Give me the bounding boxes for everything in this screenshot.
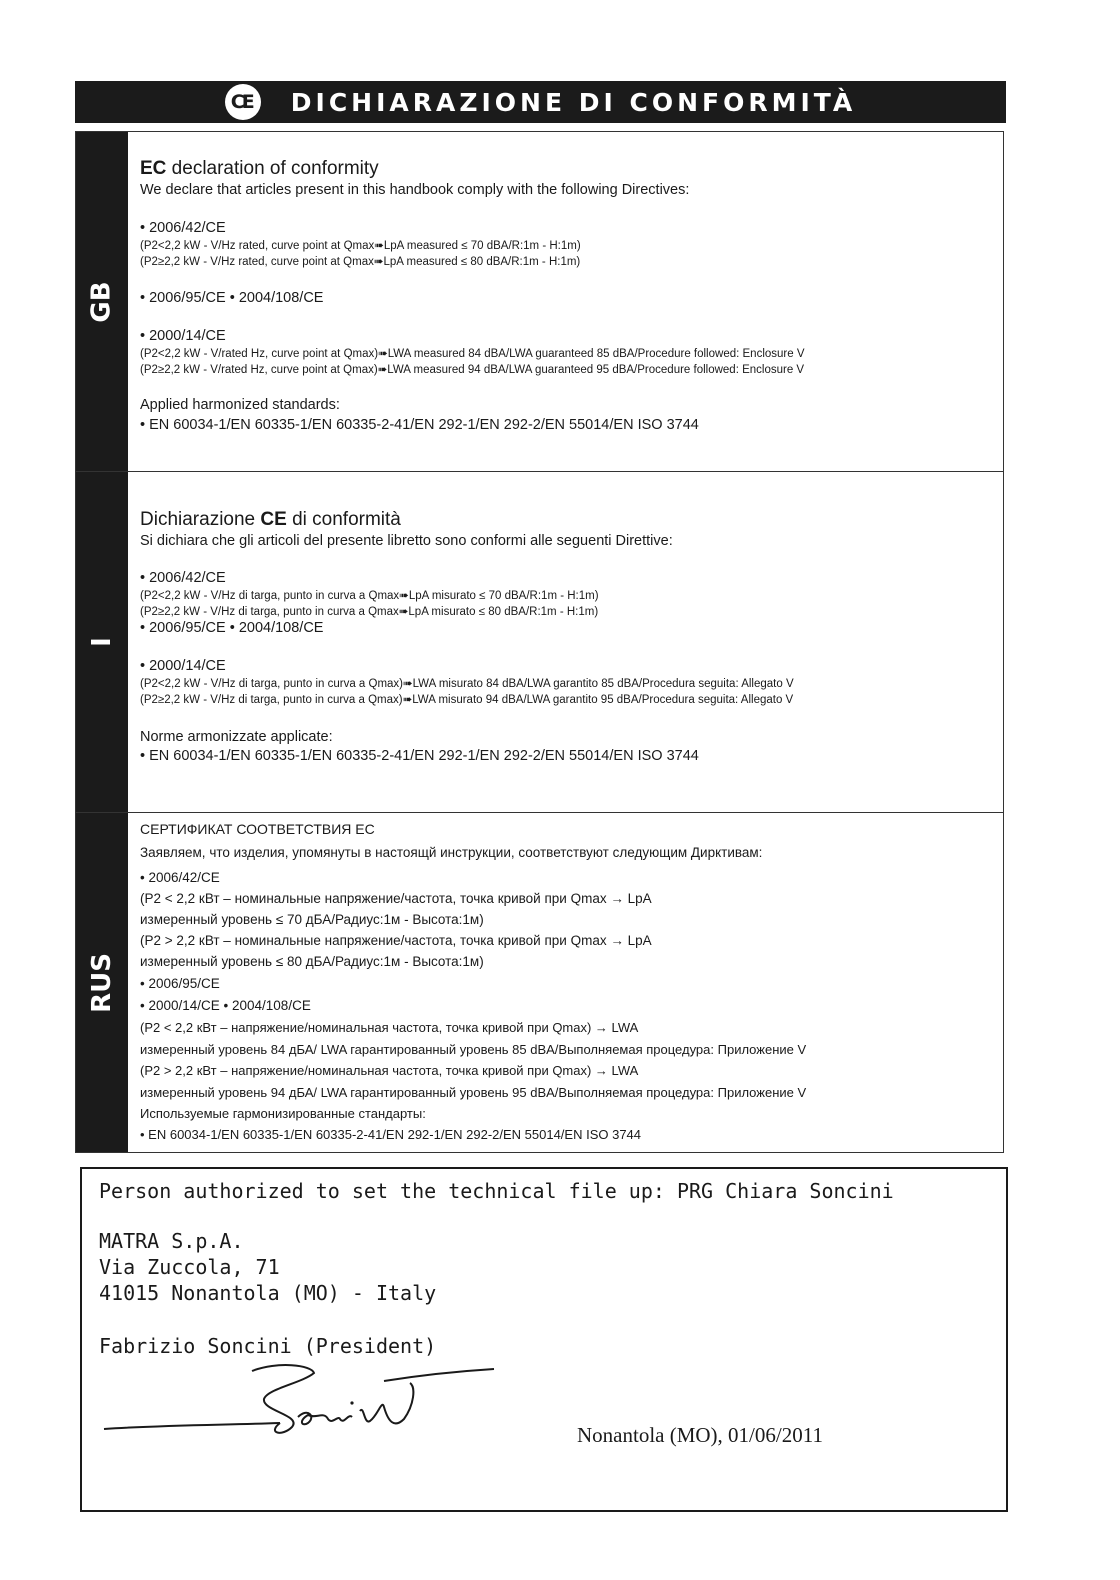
section-content <box>140 132 997 471</box>
directive-detail: (P2 > 2,2 кВт – напряжение/номинальная частота, точка кривой при Qmax) → LWA <box>140 1063 639 1078</box>
directive-detail: (P2<2,2 kW - V/Hz di targa, punto in curva a Qmax➠LpA misurato ≤ 70 dBA/R:1m - H:1m) <box>140 590 599 602</box>
language-tab-label: I <box>87 637 117 647</box>
directive-detail: (P2≥2,2 kW - V/rated Hz, curve point at Qmax)➠LWA measured 94 dBA/LWA guaranteed 95 dBA/Procedure followed: Enclosure V <box>140 364 805 376</box>
directive-item: • 2000/14/CE <box>140 658 226 674</box>
section-intro: We declare that articles present in this handbook comply with the following Directives: <box>140 182 690 198</box>
directive-detail: (P2 < 2,2 кВт – напряжение/номинальная частота, точка кривой при Qmax) → LWA <box>140 1020 639 1035</box>
language-tab-ru <box>76 813 128 1152</box>
section-gb <box>75 131 1004 472</box>
directive-detail: измеренный уровень ≤ 70 дБА/Радиус:1м - Высота:1м) <box>140 912 484 927</box>
section-title: EC declaration of conformity <box>140 158 379 179</box>
directive-detail: измеренный уровень 94 дБА/ LWA гарантированный уровень 95 dBA/Выполняемая процедура: Приложение V <box>140 1085 807 1100</box>
directive-detail: (P2 > 2,2 кВт – номинальные напряжение/частота, точка кривой при Qmax → LpA <box>140 933 652 948</box>
directive-detail: (P2≥2,2 kW - V/Hz di targa, punto in curva a Qmax➠LpA misurato ≤ 80 dBA/R:1m - H:1m) <box>140 606 599 618</box>
directive-item: • 2006/42/CE <box>140 570 226 586</box>
section-ru <box>75 813 1004 1153</box>
directive-detail: (P2<2,2 kW - V/rated Hz, curve point at Qmax)➠LWA measured 84 dBA/LWA guaranteed 85 dBA/Procedure followed: Enclosure V <box>140 348 805 360</box>
directive-detail: измеренный уровень 84 дБА/ LWA гарантированный уровень 85 dBA/Выполняемая процедура: Приложение V <box>140 1042 807 1057</box>
signature-box <box>80 1167 1008 1512</box>
standards-list: • EN 60034-1/EN 60335-1/EN 60335-2-41/EN 292-1/EN 292-2/EN 55014/EN ISO 3744 <box>140 1127 642 1142</box>
section-intro: Si dichiara che gli articoli del presente libretto sono conformi alle seguenti Direttive: <box>140 533 673 549</box>
standards-list: • EN 60034-1/EN 60335-1/EN 60335-2-41/EN 292-1/EN 292-2/EN 55014/EN ISO 3744 <box>140 417 699 433</box>
language-tab-gb <box>76 132 128 471</box>
standards-label: Используемые гармонизированные стандарты: <box>140 1106 426 1121</box>
directive-detail: (P2<2,2 kW - V/Hz di targa, punto in curva a Qmax)➠LWA misurato 84 dBA/LWA garantito 85 dBA/Procedura seguita: Allegato V <box>140 678 794 690</box>
directive-detail: измеренный уровень ≤ 80 дБА/Радиус:1м - Высота:1м) <box>140 954 484 969</box>
language-tab-label: GB <box>86 280 117 323</box>
language-tab-it <box>76 472 128 812</box>
place-and-date: Nonantola (MO), 01/06/2011 <box>577 1423 823 1447</box>
directive-item: • 2000/14/CE • 2004/108/CE <box>140 998 311 1013</box>
authorized-person: Person authorized to set the technical file up: PRG Chiara Soncini <box>99 1179 894 1203</box>
directive-detail: (P2<2,2 kW - V/Hz rated, curve point at Qmax➠LpA measured ≤ 70 dBA/R:1m - H:1m) <box>140 240 581 252</box>
standards-label: Norme armonizzate applicate: <box>140 729 333 745</box>
page-title: DICHIARAZIONE DI CONFORMITÀ <box>290 87 857 117</box>
directive-item: • 2000/14/CE <box>140 328 226 344</box>
ce-mark-label: CE <box>230 91 252 113</box>
directive-item: • 2006/95/CE <box>140 976 220 991</box>
section-intro: Заявляем, что изделия, упомянуты в настоящй инструкции, соответствуют следующим Дирктивам: <box>140 845 763 860</box>
company-name: MATRA S.p.A. <box>99 1229 244 1253</box>
company-street: Via Zuccola, 71 <box>99 1255 280 1279</box>
directive-item: • 2006/42/CE <box>140 870 220 885</box>
directive-detail: (P2≥2,2 kW - V/Hz rated, curve point at Qmax➠LpA measured ≤ 80 dBA/R:1m - H:1m) <box>140 256 581 268</box>
directive-item: • 2006/95/CE • 2004/108/CE <box>140 620 324 636</box>
directive-detail: (P2 < 2,2 кВт – номинальные напряжение/частота, точка кривой при Qmax → LpA <box>140 891 652 906</box>
section-content <box>140 472 997 812</box>
section-title: Dichiarazione CE di conformità <box>140 509 401 530</box>
handwritten-signature <box>102 1359 502 1449</box>
company-city: 41015 Nonantola (MO) - Italy <box>99 1281 437 1305</box>
signer-name: Fabrizio Soncini (President) <box>99 1334 437 1358</box>
directive-item: • 2006/42/CE <box>140 220 226 236</box>
directive-detail: (P2≥2,2 kW - V/Hz di targa, punto in curva a Qmax)➠LWA misurato 94 dBA/LWA garantito 95 dBA/Procedura seguita: Allegato V <box>140 694 794 706</box>
section-content <box>140 813 997 1152</box>
directive-item: • 2006/95/CE • 2004/108/CE <box>140 290 324 306</box>
section-title: СЕРТИФИКАТ СООТВЕТСТВИЯ ЕС <box>140 821 375 837</box>
section-it <box>75 472 1004 813</box>
ce-mark-icon <box>225 84 261 120</box>
language-tab-label: RUS <box>87 952 118 1013</box>
standards-label: Applied harmonized standards: <box>140 397 340 413</box>
standards-list: • EN 60034-1/EN 60335-1/EN 60335-2-41/EN 292-1/EN 292-2/EN 55014/EN ISO 3744 <box>140 748 699 764</box>
declaration-header <box>75 81 1006 123</box>
